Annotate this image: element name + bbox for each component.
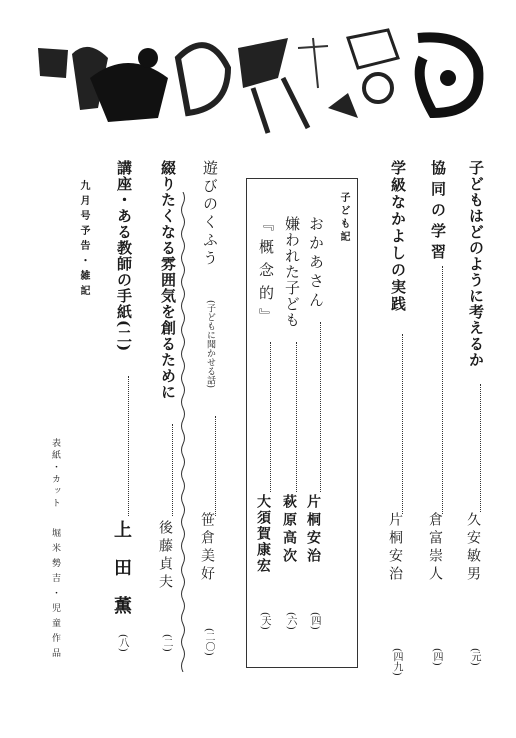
toc-entry-page: (天) [259, 612, 270, 630]
toc-entry-page: (二〇) [203, 628, 214, 656]
toc-entry-page: (八) [117, 634, 128, 652]
toc-entry-page: (四九) [391, 648, 402, 676]
toc-entry-page: (二) [161, 634, 172, 652]
toc-entry-title: 『概念的』 [257, 216, 275, 331]
leader-dots [207, 412, 223, 520]
leader-dots [288, 338, 304, 496]
leader-dots [120, 372, 136, 520]
wavy-divider [180, 192, 186, 672]
toc-entry-author: 片桐安治 [387, 512, 403, 584]
cover-artist: 堀米勢吉・児童作品 [50, 528, 60, 663]
toc-entry-title: 嫌われた子ども [283, 216, 301, 328]
toc-entry-author: 久安敏男 [465, 512, 481, 584]
toc-entry-title: 学級なかよしの実践 [389, 160, 407, 313]
toc-entry-title: 協同の学習 [429, 160, 447, 265]
toc-entry-title: おかあさん [307, 216, 325, 311]
toc-entry-page: (四) [309, 612, 320, 630]
leader-dots [394, 330, 410, 518]
cover-credit-label: 表紙・カット [50, 438, 60, 510]
toc-entry-title: 講座・ある教師の手紙(二) [115, 160, 133, 353]
toc-entry-title: 遊びのくふう [201, 160, 219, 268]
toc-entry-page: (四) [431, 648, 442, 666]
leader-dots [472, 380, 488, 516]
section-label: 子ども記 [338, 192, 349, 244]
leader-dots [434, 262, 450, 518]
toc-entry-author: 上田薫 [111, 520, 132, 634]
toc-entry-title: 子どもはどのように考えるか [467, 160, 485, 368]
toc-entry-title: 綴りたくなる雰囲気を創るために [159, 160, 177, 400]
leader-dots [164, 420, 180, 520]
toc-entry-page: (六) [285, 612, 296, 630]
leader-dots [262, 338, 278, 496]
toc-entry-author: 大須賀康宏 [255, 494, 271, 574]
toc-entry-page: (元) [469, 648, 480, 666]
toc-entry-subtitle: (子どもに聞かせる話) [205, 300, 215, 389]
toc-entry-author: 片桐安治 [305, 494, 321, 566]
toc-entry-author: 後藤貞夫 [157, 520, 173, 592]
toc-entry-author: 笹倉美好 [199, 512, 215, 584]
leader-dots [312, 318, 328, 496]
next-issue-notice: 九月号予告・雑記 [78, 180, 89, 300]
header-illustration [28, 18, 488, 140]
toc-entry-author: 萩原高次 [281, 494, 297, 566]
toc-entry-author: 倉富崇人 [427, 512, 443, 584]
